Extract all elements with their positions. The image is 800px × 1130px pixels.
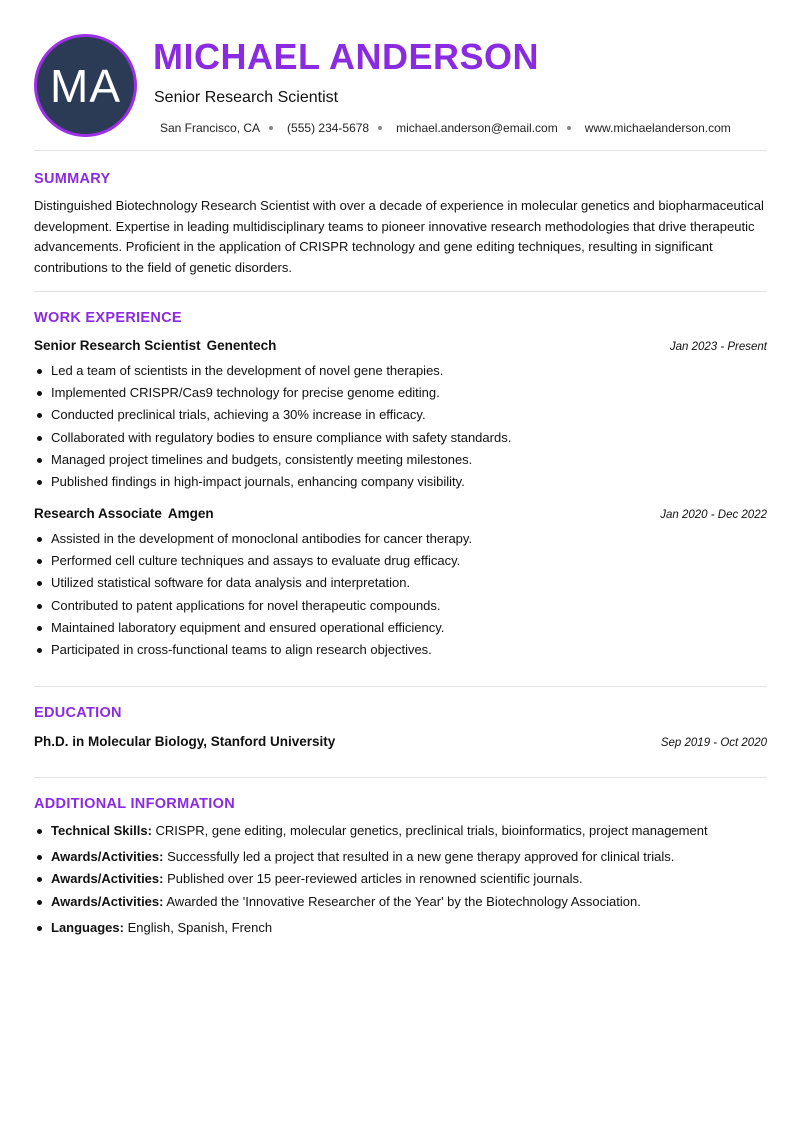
info-label: Awards/Activities:: [51, 849, 164, 865]
contact-email[interactable]: michael.anderson@email.com: [396, 121, 558, 135]
info-label: Awards/Activities:: [51, 893, 164, 909]
bullet-text: Collaborated with regulatory bodies to ensure compliance with safety standards.: [51, 429, 512, 445]
info-text: Awarded the 'Innovative Researcher of the Year' by the Biotechnology Association.: [163, 893, 641, 909]
bullet-dot: [37, 648, 42, 653]
job-dates: Jan 2020 - Dec 2022: [660, 509, 767, 521]
bullet-text: Participated in cross-functional teams to align research objectives.: [51, 642, 432, 658]
bullet-dot: [37, 877, 42, 882]
divider: [34, 777, 767, 778]
list-item: [34, 917, 774, 939]
section-title-summary: SUMMARY: [34, 171, 111, 187]
list-item: [34, 868, 774, 890]
bullet-text: Published findings in high-impact journals, enhancing company visibility.: [51, 474, 465, 490]
education-degree: Ph.D. in Molecular Biology, Stanford University: [34, 734, 336, 749]
separator-dot: [567, 126, 571, 130]
bullet-text: Assisted in the development of monoclonal antibodies for cancer therapy.: [51, 531, 473, 546]
list-item: [34, 846, 774, 868]
bullet-text: Managed project timelines and budgets, consistently meeting milestones.: [51, 451, 473, 467]
bullet-dot: [37, 480, 42, 485]
info-text: Published over 15 peer-reviewed articles in renowned scientific journals.: [163, 871, 583, 887]
bullet-text: Led a team of scientists in the development of novel gene therapies.: [51, 363, 444, 378]
bullet-text: Conducted preclinical trials, achieving a 30% increase in efficacy.: [51, 407, 426, 423]
job-title-line: [34, 337, 276, 355]
section-title-experience: WORK EXPERIENCE: [34, 310, 182, 326]
separator-dot: [269, 126, 273, 130]
section-title-additional: ADDITIONAL INFORMATION: [34, 796, 235, 812]
divider: [34, 150, 767, 151]
list-item: [34, 572, 767, 594]
education-dates: Sep 2019 - Oct 2020: [660, 737, 767, 749]
additional-info-list: [34, 820, 774, 939]
bullet-text: Utilized statistical software for data analysis and interpretation.: [51, 575, 411, 591]
info-text: Successfully led a project that resulted in a new gene therapy approved for clinical trials.: [163, 849, 675, 865]
avatar: [34, 34, 137, 137]
job-dates: Jan 2023 - Present: [669, 341, 767, 353]
list-item: [34, 449, 767, 471]
list-item: [34, 471, 767, 493]
separator-dot: [378, 126, 382, 130]
bullet-dot: [37, 829, 42, 834]
bullet-text: Contributed to patent applications for novel therapeutic compounds.: [51, 597, 441, 613]
list-item: [34, 820, 774, 842]
job-title-line: [34, 505, 214, 523]
bullet-dot: [37, 391, 42, 396]
info-label: Technical Skills:: [51, 823, 152, 838]
contact-bar: [160, 120, 731, 136]
bullet-dot: [37, 855, 42, 860]
bullet-dot: [37, 604, 42, 609]
bullet-dot: [37, 900, 42, 905]
bullet-dot: [37, 436, 42, 441]
list-item: [34, 639, 767, 661]
summary-text: Distinguished Biotechnology Research Scientist with over a decade of experience in molecular genetics and biopharmaceutical development. Expertise in leading multidisciplinary teams to pioneer innovative research methodologies that drive therapeutic advancements. Proficient in the application of CRISPR technology and gene editing techniques, resulting in significant contributions to the field of genetic disorders.: [34, 198, 764, 275]
info-text: English, Spanish, French: [123, 919, 273, 935]
bullet-dot: [37, 926, 42, 931]
list-item: [34, 404, 767, 426]
job-role: Senior Research Scientist: [34, 338, 201, 353]
job-role: Research Associate: [34, 506, 162, 521]
list-item: [34, 360, 767, 382]
education-entry: [34, 733, 767, 752]
candidate-name: MICHAEL ANDERSON: [153, 36, 540, 77]
list-item: [34, 528, 767, 550]
job-company: Genentech: [206, 338, 277, 353]
candidate-title: Senior Research Scientist: [154, 89, 339, 106]
contact-website[interactable]: www.michaelanderson.com: [584, 121, 731, 135]
info-label: Awards/Activities:: [51, 871, 164, 887]
bullet-dot: [37, 626, 42, 631]
list-item: [34, 595, 767, 617]
contact-location: San Francisco, CA: [160, 121, 261, 135]
list-item: [34, 382, 767, 404]
info-label: Languages:: [51, 919, 124, 935]
list-item: [34, 427, 767, 449]
list-item: [34, 550, 767, 572]
job-bullet-list: [34, 528, 767, 661]
job-company: Amgen: [167, 506, 214, 521]
bullet-text: Implemented CRISPR/Cas9 technology for precise genome editing.: [51, 385, 440, 401]
job-bullet-list: [34, 360, 767, 493]
divider: [34, 686, 767, 687]
list-item: [34, 617, 767, 639]
info-text: CRISPR, gene editing, molecular genetics, preclinical trials, bioinformatics, project management: [151, 823, 708, 838]
job-header: [34, 337, 767, 356]
section-title-education: EDUCATION: [34, 705, 122, 721]
bullet-dot: [37, 537, 42, 542]
bullet-text: Performed cell culture techniques and assays to evaluate drug efficacy.: [51, 553, 461, 569]
divider: [34, 291, 767, 292]
bullet-dot: [37, 369, 42, 374]
job-header: [34, 505, 767, 524]
bullet-dot: [37, 581, 42, 586]
bullet-dot: [37, 559, 42, 564]
bullet-dot: [37, 458, 42, 463]
contact-phone: (555) 234-5678: [287, 121, 370, 135]
list-item: [34, 891, 774, 913]
bullet-dot: [37, 413, 42, 418]
avatar-initials: MA: [50, 59, 121, 112]
bullet-text: Maintained laboratory equipment and ensured operational efficiency.: [51, 619, 445, 635]
